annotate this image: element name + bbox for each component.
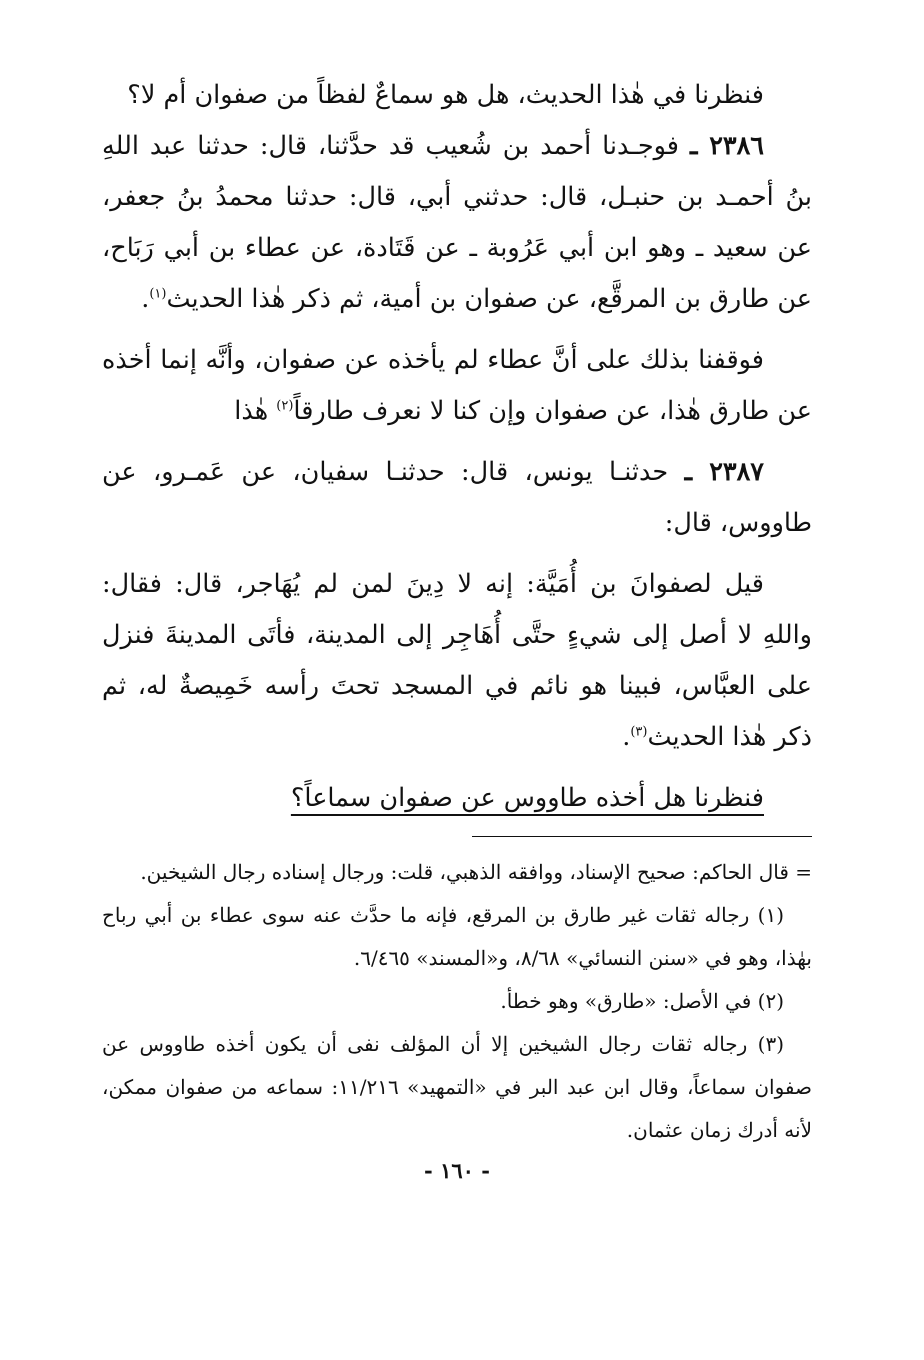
- page-number: - ١٦٠ -: [424, 1158, 490, 1183]
- footnote-ref-1: (١): [149, 286, 167, 302]
- paragraph-conclusion: [102, 335, 812, 437]
- narration-end: .: [622, 722, 631, 752]
- hadith-2386: [102, 121, 812, 325]
- hadith-text: فوجـدنا أحمد بن شُعيب قد حدَّثنا، قال: حدثنا عبد اللهِ بنُ أحمـد بن حنبـل، قال: حدثني أبي، قال: حدثنا محمدُ بنُ جعفر، عن سعيد ـ وهو ابن أبي عَرُوبة ـ عن قَتَادة، عن عطاء بن أبي رَبَاح، عن طارق بن المرقَّع، عن صفوان بن أمية، ثم ذكر هٰذا الحديث: [102, 131, 812, 314]
- question-text: فنظرنا هل أخذه طاووس عن صفوان سماعاً؟: [290, 783, 764, 813]
- conclusion-end: هٰذا: [234, 396, 277, 426]
- footnote-ref-2: (٢): [276, 398, 294, 414]
- main-text: [102, 70, 812, 824]
- footnote-3: (٣) رجاله ثقات رجال الشيخين إلا أن المؤلف نفى أن يكون أخذه طاووس عن صفوان سماعاً، وقال ابن عبد البر في «التمهيد» ١١/٢١٦: سماعه من صفوان ممكن، لأنه أدرك زمان عثمان.: [102, 1032, 812, 1142]
- hadith-end: .: [141, 284, 150, 314]
- paragraph-intro: فنظرنا في هٰذا الحديث، هل هو سماعٌ لفظاً من صفوان أم لا؟: [127, 80, 764, 110]
- footnotes: [102, 851, 812, 1152]
- footnote-continuation: = قال الحاكم: صحيح الإسناد، ووافقه الذهبي، قلت: ورجال إسناده رجال الشيخين.: [140, 860, 812, 884]
- footnote-1: (١) رجاله ثقات غير طارق بن المرقع، فإنه ما حدَّث عنه سوى عطاء بن أبي رباح بهٰذا، وهو في «سنن النسائي» ٨/٦٨، و«المسند» ٦/٤٦٥.: [102, 903, 812, 970]
- footnote-divider: [472, 836, 812, 837]
- paragraph-narration: [102, 559, 812, 763]
- narration-text: قيل لصفوانَ بن أُمَيَّة: إنه لا دِينَ لمن لم يُهَاجر، قال: فقال: واللهِ لا أصل إلى شيءٍ حتَّى أُهَاجِر إلى المدينة، فأتَى المدينةَ فنزل على العبَّاس، فبينا هو نائم في المسجد تحتَ رأسه خَمِيصةٌ له، ثم ذكر هٰذا الحديث: [102, 569, 812, 752]
- paragraph-question: [102, 773, 812, 824]
- hadith-number: ٢٣٨٦ ـ: [689, 131, 764, 161]
- footnote-2: (٢) في الأصل: «طارق» وهو خطأ.: [500, 989, 784, 1013]
- conclusion-text: فوقفنا بذلك على أنَّ عطاء لم يأخذه عن صفوان، وأنَّه إنما أخذه عن طارق هٰذا، عن صفوان وإن كنا لا نعرف طارقاً: [102, 345, 812, 426]
- hadith-2387: [102, 447, 812, 549]
- footnote-ref-3: (٣): [630, 724, 648, 740]
- hadith-number: ٢٣٨٧ ـ: [684, 457, 764, 487]
- hadith-text: حدثنـا يونس، قال: حدثنـا سفيان، عن عَمـرو، عن طاووس، قال:: [102, 457, 812, 538]
